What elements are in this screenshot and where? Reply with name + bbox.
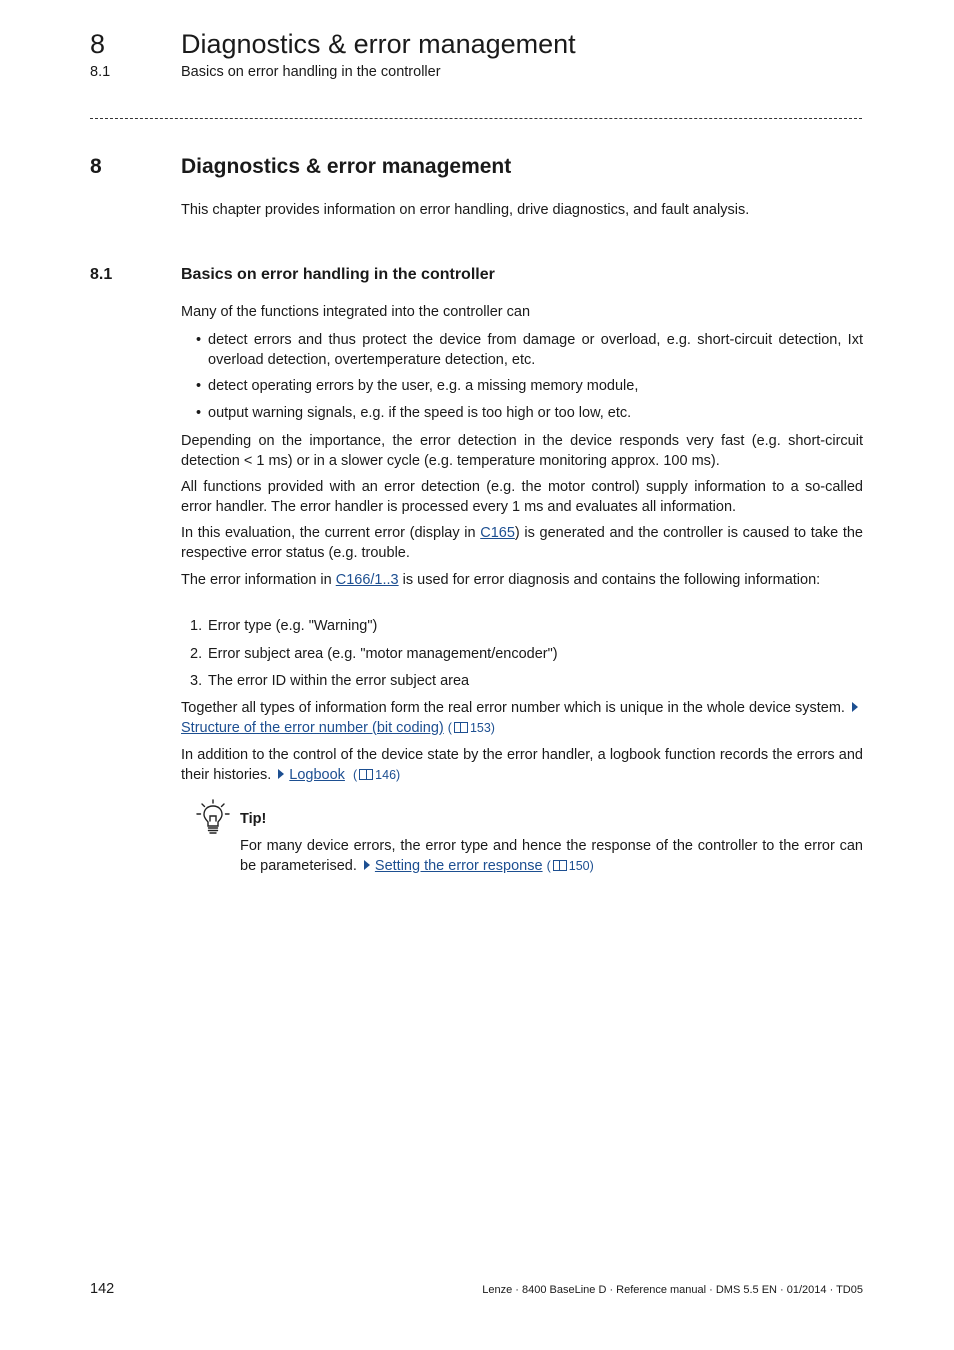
page-number: 142 <box>90 1281 115 1297</box>
link-setting-error-response[interactable]: Setting the error response <box>374 857 543 874</box>
header-section-number: 8.1 <box>90 64 111 80</box>
numbered-item-2: Error subject area (e.g. "motor management/encoder") <box>208 646 558 662</box>
list-number: 2. <box>190 646 203 662</box>
document-reference: Lenze · 8400 BaseLine D · Reference manual · DMS 5.5 EN · 01/2014 · TD05 <box>482 1284 863 1296</box>
link-error-number-structure[interactable]: Structure of the error number (bit coding) <box>181 719 444 736</box>
header-divider <box>90 118 862 119</box>
book-icon <box>553 860 567 871</box>
list-number: 1. <box>190 618 203 634</box>
page-reference: ( 153) <box>447 720 495 735</box>
link-logbook[interactable]: Logbook <box>289 766 345 783</box>
book-icon <box>454 722 468 733</box>
bullet-marker: • <box>196 332 202 348</box>
paragraph-error-handler: All functions provided with an error detection (e.g. the motor control) supply information to a so-called error handler. The error handler is processed every 1 ms and evaluates all information. <box>181 479 863 515</box>
bullet-marker: • <box>196 405 202 421</box>
bullet-item-3: output warning signals, e.g. if the speed is too high or too low, etc. <box>208 405 632 421</box>
header-chapter-number: 8 <box>90 29 106 59</box>
chapter-number: 8 <box>90 155 102 178</box>
paragraph-error-number: Together all types of information form the real error number which is unique in the whole device system. Structure of the error number (bit coding) ( 153) <box>181 699 863 738</box>
page-reference: ( 150) <box>546 858 594 873</box>
paragraph-evaluation: In this evaluation, the current error (display in C165) is generated and the controller is caused to take the respective error status (e.g. trouble. <box>181 525 863 561</box>
header-chapter-title: Diagnostics & error management <box>181 29 576 59</box>
bullet-item-2: detect operating errors by the user, e.g. a missing memory module, <box>208 378 639 394</box>
page-reference: ( 146) <box>353 767 401 782</box>
arrow-icon <box>364 860 370 870</box>
bullet-item-1: detect errors and thus protect the device from damage or overload, e.g. short-circuit detection, Ixt overload detection, overtemperature detection, etc. <box>208 332 863 368</box>
header-section-title: Basics on error handling in the controller <box>181 64 441 80</box>
section-number: 8.1 <box>90 266 113 283</box>
section-lead: Many of the functions integrated into the controller can <box>181 304 531 320</box>
link-c165[interactable]: C165 <box>480 525 515 541</box>
tip-text: For many device errors, the error type and hence the response of the controller to the error can be parameterised. Setting the error response ( 150) <box>240 838 863 874</box>
paragraph-logbook: In addition to the control of the device state by the error handler, a logbook function records the errors and their histories. Logbook ( 146) <box>181 747 863 783</box>
arrow-icon <box>852 702 858 712</box>
link-c166[interactable]: C166/1..3 <box>335 572 399 588</box>
numbered-item-1: Error type (e.g. "Warning") <box>208 618 378 634</box>
tip-label: Tip! <box>240 811 267 827</box>
lightbulb-icon <box>196 799 230 835</box>
paragraph-response-speed: Depending on the importance, the error detection in the device responds very fast (e.g. short-circuit detection < 1 ms) or in a slower cycle (e.g. temperature monitoring approx. 100 ms). <box>181 433 863 469</box>
chapter-title: Diagnostics & error management <box>181 155 512 178</box>
chapter-intro: This chapter provides information on error handling, drive diagnostics, and fault analysis. <box>181 202 750 218</box>
section-title: Basics on error handling in the controller <box>181 266 495 283</box>
bullet-marker: • <box>196 378 202 394</box>
list-number: 3. <box>190 673 203 689</box>
book-icon <box>359 769 373 780</box>
paragraph-error-information: The error information in C166/1..3 is used for error diagnosis and contains the following information: <box>181 572 821 588</box>
arrow-icon <box>278 769 284 779</box>
numbered-item-3: The error ID within the error subject area <box>208 673 470 689</box>
